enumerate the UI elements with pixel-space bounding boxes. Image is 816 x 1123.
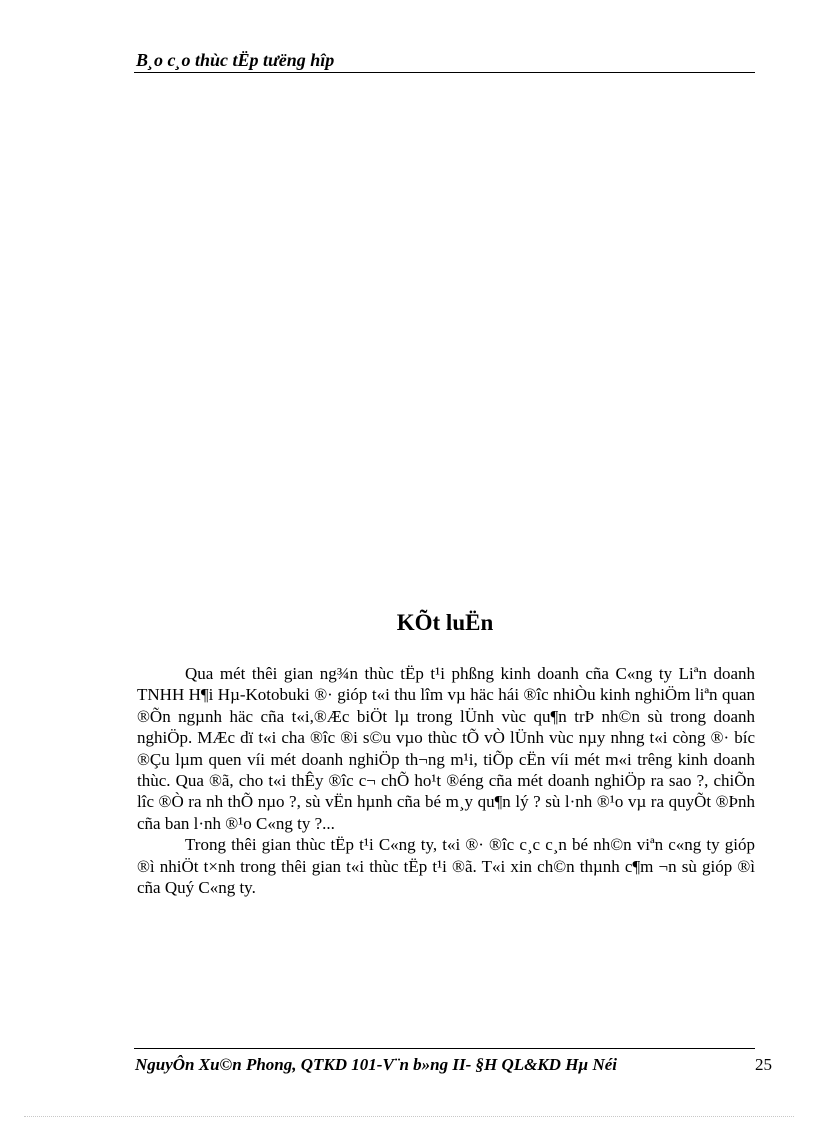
page-bottom-edge	[24, 1116, 794, 1117]
page-header	[134, 48, 755, 73]
body-text	[137, 663, 755, 898]
footer-author: NguyÔn Xu©n Phong, QTKD 101-V¨n b»ng II- §H QL&KD Hµ Néi	[135, 1055, 618, 1074]
section-heading: KÕt luËn	[396, 610, 494, 635]
page-number: 25	[755, 1055, 772, 1074]
header-title: B¸o c¸o thùc tËp tưëng hîp	[136, 50, 335, 70]
paragraph: Trong thêi gian thùc tËp t¹i C«ng ty, t«i ®· ®îc c¸c c¸n bé nh©n viªn c«ng ty gióp ®ì nhiÖt t×nh trong thêi gian t«i thùc tËp t¹i ®ã. T«i xin ch©n thµnh c¶m ¬n sù gióp ®ì cña Quý C«ng ty.	[137, 835, 755, 898]
paragraph: Qua mét thêi gian ng¾n thùc tËp t¹i phßng kinh doanh cña C«ng ty Liªn doanh TNHH H¶i Hµ-Kotobuki ®· gióp t«i thu lîm vµ häc hái ®îc nhiÒu kinh nghiÖm liªn quan ®Õn ngµnh häc cña t«i,®Æc biÖt lµ trong lÜnh vùc qu¶n trÞ nh©n sù trong doanh nghiÖp. MÆc dï t«i cha ®îc ®i s©u vµo thùc tÕ vÒ lÜnh vùc nµy nhng t«i còng ®· bíc ®Çu lµm quen víi mét doanh nghiÖp th¬ng m¹i, tiÕp cËn víi mét m«i trêng kinh doanh thùc. Qua ®ã, cho t«i thÊy ®îc c¬ chÕ ho¹t ®éng cña mét doanh nghiÖp ra sao ?, chiÕn lîc ®Ò ra nh thÕ nµo ?, sù vËn hµnh cña bé m¸y qu¶n lý ? sù l·nh ®¹o vµ ra quyÕt ®Þnh cña ban l·nh ®¹o C«ng ty ?...	[137, 664, 755, 833]
footer-divider	[134, 1048, 755, 1049]
